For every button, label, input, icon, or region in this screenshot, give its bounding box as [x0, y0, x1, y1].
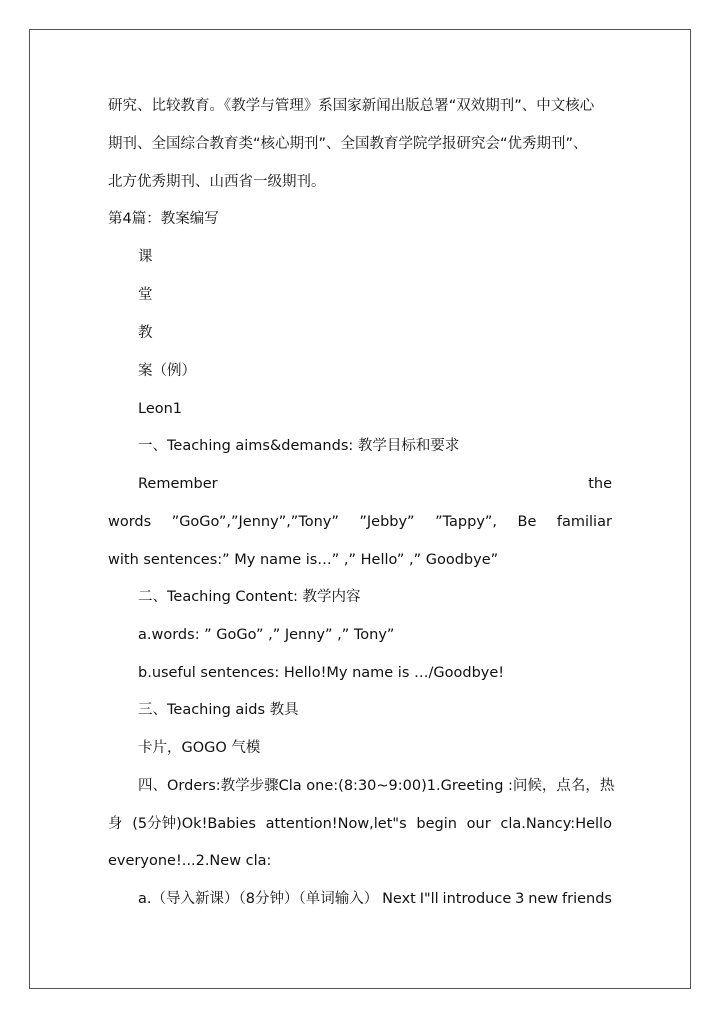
orders-line-4	[138, 889, 612, 909]
aims-line-2	[108, 512, 612, 532]
orders-word: attention!Now,let"s	[265, 816, 407, 832]
paragraph-line-3: 北方优秀期刊、山西省一级期刊。	[108, 174, 326, 190]
lesson-name: Leon1	[138, 401, 183, 417]
orders-word: our	[466, 816, 491, 832]
orders-line-3: everyone!...2.New cla:	[108, 853, 272, 869]
section-heading: 第4篇：教案编写	[108, 211, 219, 227]
orders-word: I"ll	[419, 891, 439, 907]
aims-word: words	[108, 514, 152, 530]
aids-heading: 三、Teaching aids 教具	[138, 702, 299, 718]
orders-word: introduce	[442, 891, 512, 907]
orders-word: cla.Nancy:Hello	[500, 816, 612, 832]
aims-word: ”Jebby”	[359, 514, 415, 530]
paragraph-line-1: 研究、比较教育。《教学与管理》系国家新闻出版总署“双效期刊”、中文核心	[108, 98, 595, 114]
vertical-title-char-3: 教	[138, 325, 153, 341]
vertical-title-char-2: 堂	[138, 287, 153, 303]
vertical-title-char-1: 课	[138, 249, 153, 265]
aims-word: ”GoGo”,”Jenny”,”Tony”	[171, 514, 339, 530]
aims-word: Be	[517, 514, 537, 530]
paragraph-line-2: 期刊、全国综合教育类“核心期刊”、全国教育学院学报研究会“优秀期刊”、	[108, 136, 588, 152]
orders-word: friends	[562, 891, 612, 907]
aids-text: 卡片，GOGO 气模	[138, 740, 261, 756]
content-heading: 二、Teaching Content: 教学内容	[138, 589, 361, 605]
orders-word: 点名，	[556, 778, 600, 794]
orders-word: 身	[108, 816, 123, 832]
orders-word: Cla one:(8:30~9:00)1.Greeting :	[278, 778, 513, 794]
orders-word: a.（导入新课）（8分钟）（单词输入）	[138, 891, 379, 907]
aims-heading: 一、Teaching aims&demands: 教学目标和要求	[138, 438, 460, 454]
aims-word: Remember	[138, 476, 218, 492]
orders-word: (5分钟)Ok!Babies	[132, 816, 256, 832]
orders-word: Next	[382, 891, 416, 907]
aims-line-3: with sentences:” My name is…” ,” Hello” ,” Goodbye”	[108, 552, 499, 568]
vertical-title-char-4: 案（例）	[138, 363, 196, 379]
orders-word: begin	[416, 816, 457, 832]
aims-word: the	[588, 476, 612, 492]
orders-line-1	[138, 776, 615, 796]
orders-word: 热	[599, 778, 615, 794]
orders-word: 3	[515, 891, 525, 907]
aims-word: ”Tappy”,	[435, 514, 498, 530]
aims-word: familiar	[556, 514, 612, 530]
orders-line-2	[108, 814, 612, 834]
aims-line-1	[138, 474, 612, 494]
content-words: a.words: ” GoGo” ,” Jenny” ,” Tony”	[138, 627, 395, 643]
content-sentences: b.useful sentences: Hello!My name is …/Goodbye!	[138, 665, 505, 681]
orders-word: new	[528, 891, 559, 907]
orders-word: 教学步骤	[220, 778, 279, 794]
orders-word: 四、Orders:	[138, 778, 221, 794]
orders-word: 问候，	[512, 778, 557, 794]
